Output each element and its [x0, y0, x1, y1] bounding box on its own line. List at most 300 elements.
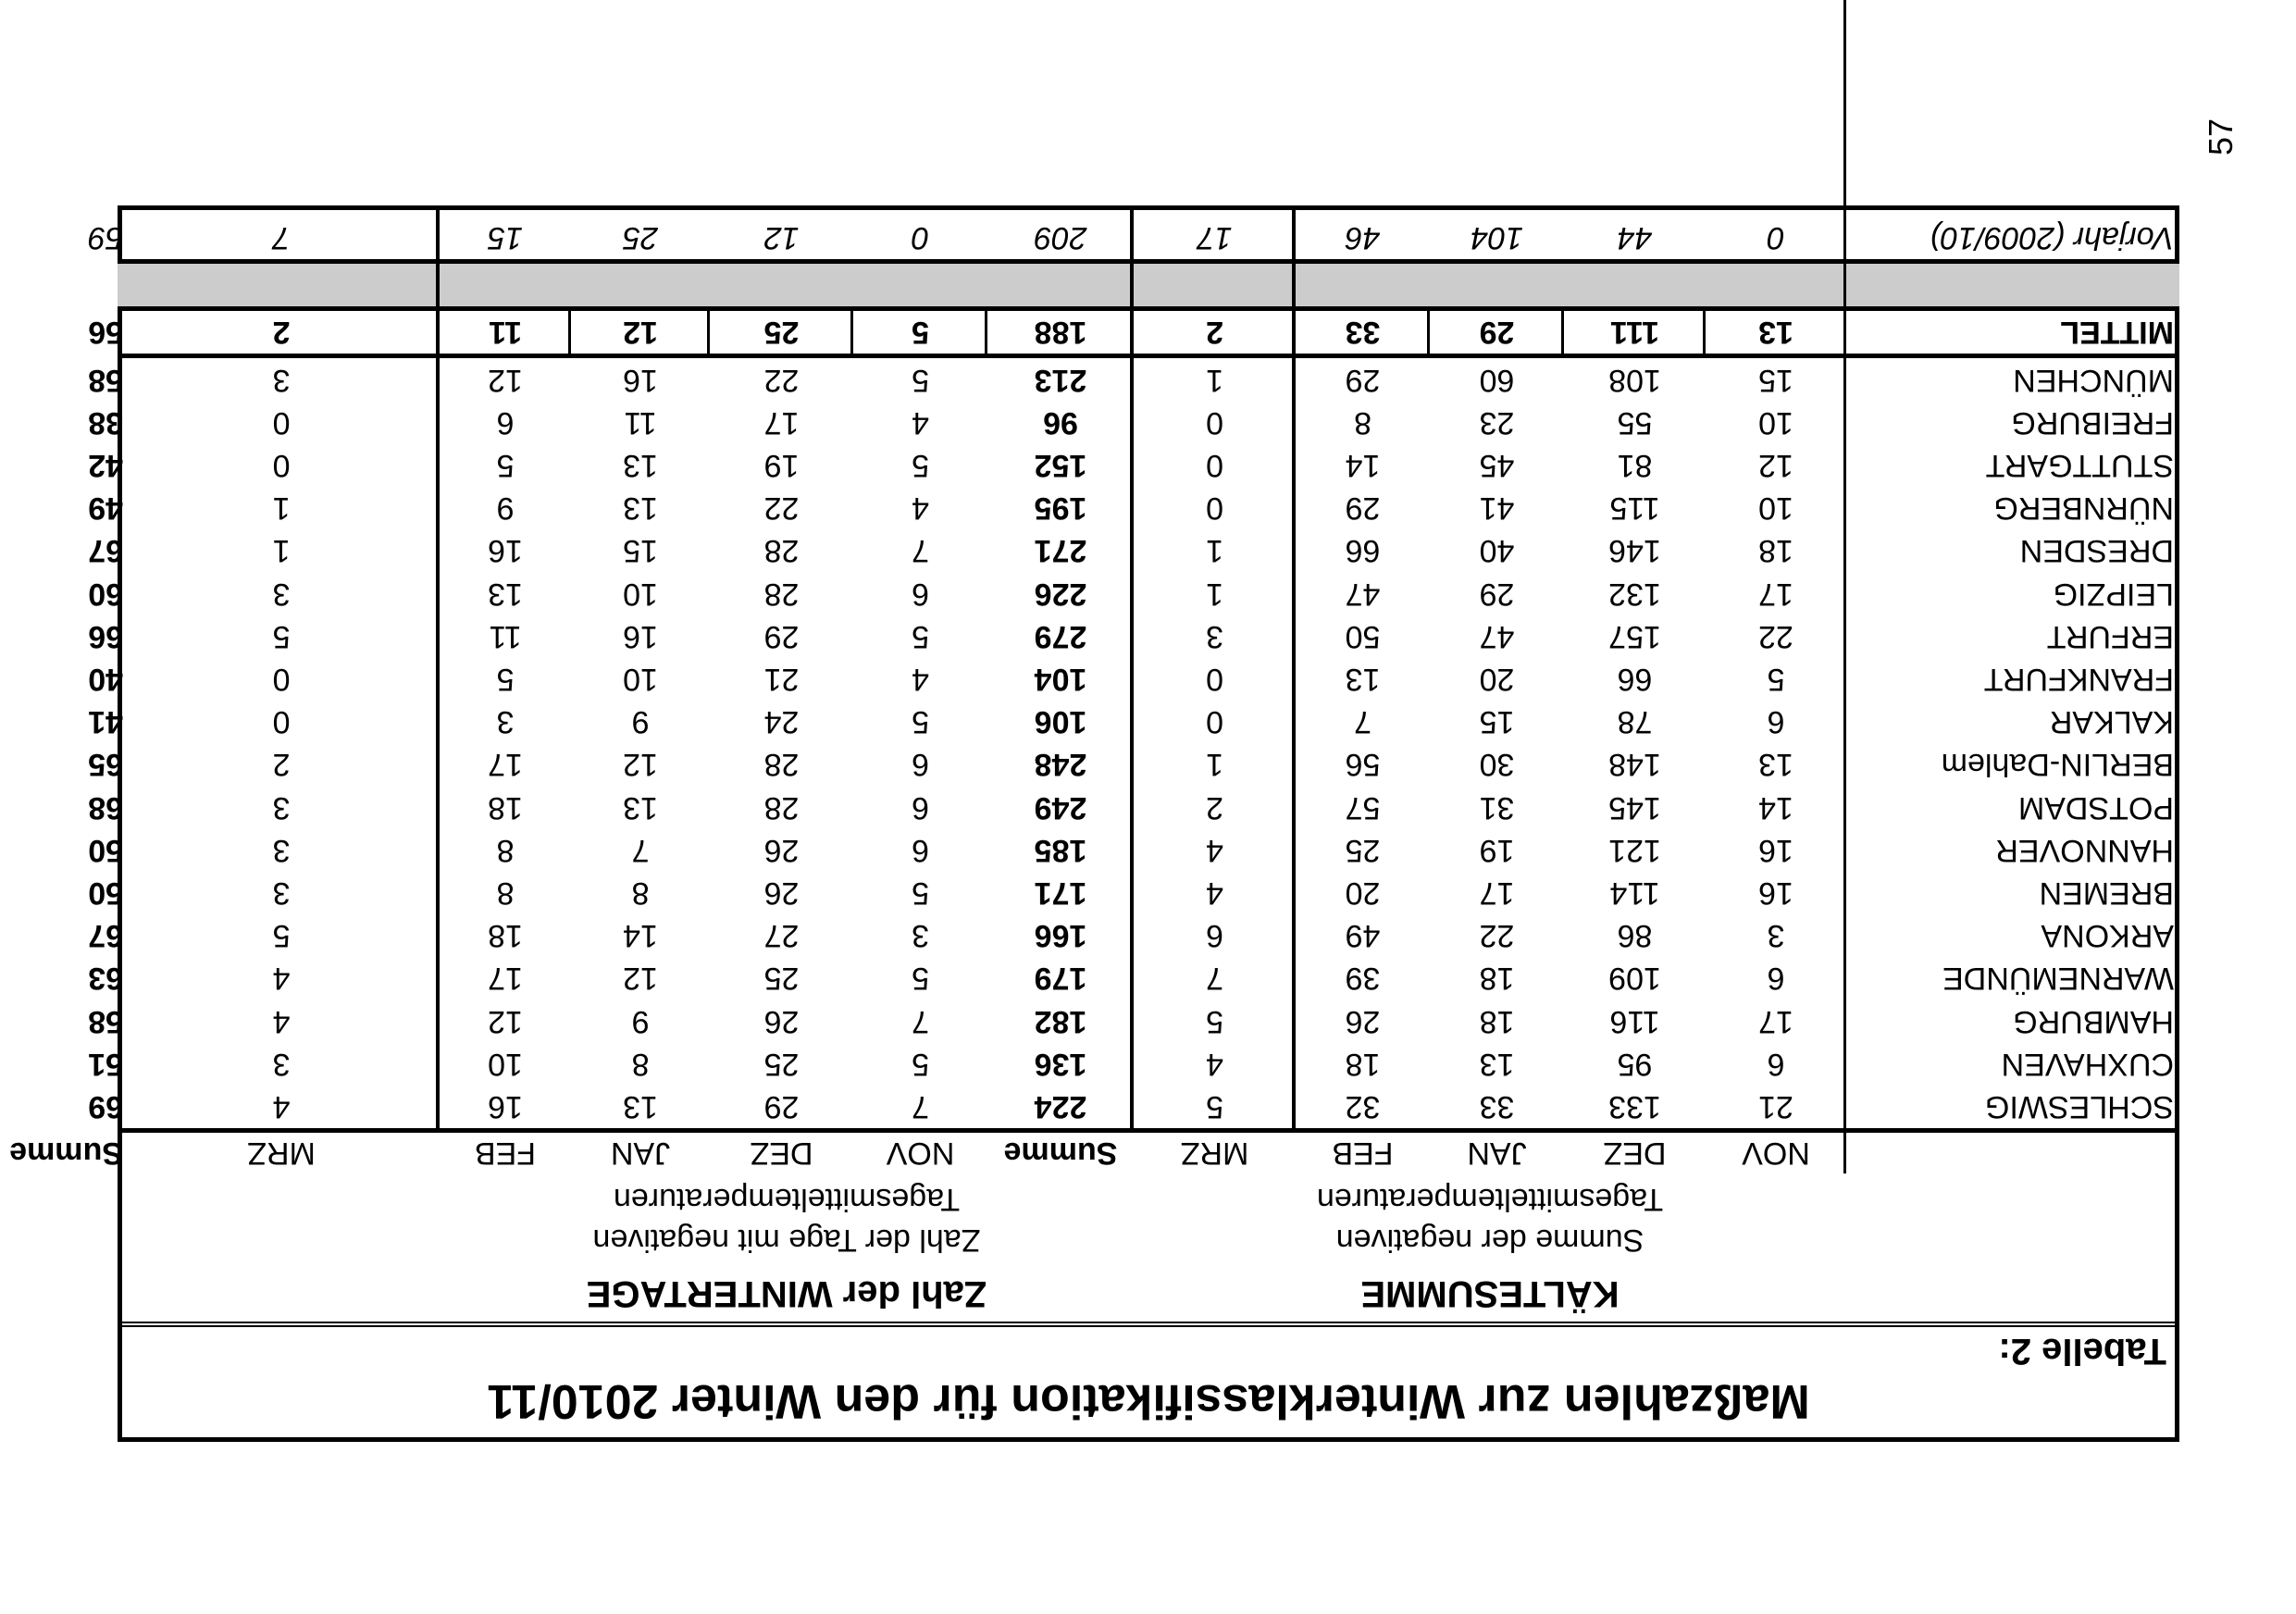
table-row-cell: 12 — [488, 363, 523, 398]
table-row-cell: 5 — [912, 961, 929, 996]
table-row-cell: 17 — [488, 961, 523, 996]
table-row-cell: 22 — [1758, 619, 1793, 654]
table-row-cell: 12 — [488, 1004, 523, 1039]
table-label: Tabelle 2: — [1998, 1331, 2166, 1372]
table-row-cell: 133 — [1608, 1089, 1661, 1124]
table-row-cell: 16 — [1758, 833, 1793, 868]
table-row-cell: 8 — [496, 875, 515, 911]
table-row-cell: 10 — [1758, 490, 1793, 526]
table-row-cell: 96 — [1043, 405, 1078, 441]
table-row-cell: 17 — [1479, 875, 1515, 911]
table-row-cell: 6 — [496, 405, 515, 441]
page-number: 57 — [2202, 118, 2240, 156]
group-title: Zahl der WINTERTAGE — [586, 1273, 987, 1314]
table-row-cell: 60 — [1479, 363, 1515, 398]
mittel-row-cell: 5 — [912, 315, 929, 350]
table-row-cell: 5 — [912, 704, 929, 739]
table-row-cell: 10 — [1758, 405, 1793, 441]
table-row-cell: 66 — [1345, 533, 1381, 568]
table-row-cell: 49 — [1345, 918, 1381, 953]
table-row-cell: 224 — [1034, 1089, 1087, 1124]
table-row-cell: 47 — [1479, 619, 1515, 654]
table-row-cell: 104 — [1034, 662, 1087, 697]
table-row-cell: 26 — [763, 875, 800, 911]
table-row-cell: 41 — [88, 704, 123, 739]
table-row-cell: 13 — [488, 577, 523, 612]
table-row-cell: 30 — [1479, 747, 1515, 782]
table-row-cell: 1 — [272, 490, 291, 526]
table-row-cell: 12 — [1758, 448, 1793, 483]
mittel-row-station: MITTEL — [2060, 315, 2174, 350]
table-row-cell: 4 — [1206, 833, 1223, 868]
table-row-cell: 13 — [623, 448, 658, 483]
table-row-cell: 3 — [272, 875, 291, 911]
table-row-cell: 19 — [763, 448, 800, 483]
vorjahr-row-cell: 12 — [763, 220, 800, 255]
table-row-cell: 17 — [488, 747, 523, 782]
table-row-cell: 7 — [912, 1004, 929, 1039]
table-row-cell: 67 — [88, 918, 123, 953]
table-title: Maßzahlen zur Winterklassifikation für den Winter 2010/11 — [487, 1374, 1810, 1428]
table-row-cell: 5 — [496, 662, 515, 697]
winter-classification-table — [9, 205, 2179, 1442]
table-row-cell: 41 — [1479, 490, 1515, 526]
table-row-cell: 21 — [763, 662, 800, 697]
table-row-cell: 19 — [1479, 833, 1515, 868]
table-row-cell: 6 — [912, 790, 929, 826]
table-row-cell: 13 — [623, 1089, 658, 1124]
table-row-cell: 10 — [623, 662, 658, 697]
table-row-cell: 6 — [1767, 961, 1785, 996]
table-row-cell: 25 — [1345, 833, 1381, 868]
table-row-cell: 7 — [912, 1089, 929, 1124]
table-row-cell: 28 — [763, 533, 800, 568]
table-row-cell: 3 — [912, 918, 929, 953]
table-row-cell: 7 — [1206, 961, 1223, 996]
table-row-cell: 60 — [88, 577, 123, 612]
vorjahr-row-cell: 0 — [912, 220, 929, 255]
table-row-cell: 9 — [631, 1004, 650, 1039]
mittel-row-cell: 29 — [1479, 315, 1515, 350]
table-row-cell: 248 — [1034, 747, 1087, 782]
table-row-cell: 5 — [912, 448, 929, 483]
table-row-cell: 7 — [631, 833, 650, 868]
table-caption — [118, 1322, 2179, 1442]
column-header: JAN — [610, 1136, 671, 1171]
table-row-cell: 40 — [1479, 533, 1515, 568]
table-row-cell: 16 — [1758, 875, 1793, 911]
mittel-cell-rule — [1561, 306, 1564, 358]
table-row-cell: 18 — [1758, 533, 1793, 568]
table-row-cell: 5 — [272, 619, 291, 654]
table-row-cell: 14 — [1758, 790, 1793, 826]
table-row-cell: 146 — [1608, 533, 1661, 568]
table-row-cell: 10 — [623, 577, 658, 612]
table-row-cell: 116 — [1609, 1004, 1660, 1039]
table-row-cell: 18 — [1479, 961, 1515, 996]
table-row-cell: 4 — [912, 662, 929, 697]
table-row-station: ARKONA — [2041, 918, 2174, 953]
table-row-cell: 38 — [88, 405, 123, 441]
table-row-cell: 185 — [1034, 833, 1087, 868]
vorjahr-row-cell: 15 — [488, 220, 523, 255]
table-row-cell: 6 — [1767, 1047, 1785, 1082]
column-header: Summe — [9, 1136, 123, 1171]
table-row-cell: 1 — [1206, 533, 1223, 568]
table-row-cell: 42 — [88, 448, 123, 483]
table-row-cell: 29 — [1345, 490, 1381, 526]
table-row-cell: 24 — [763, 704, 800, 739]
table-row-cell: 66 — [1617, 662, 1653, 697]
table-row-cell: 2 — [272, 747, 291, 782]
table-row-station: WARNEMÜNDE — [1942, 961, 2174, 996]
table-row-cell: 226 — [1034, 577, 1087, 612]
column-header: DEZ — [750, 1136, 813, 1171]
table-row-cell: 13 — [1758, 747, 1793, 782]
table-row-cell: 6 — [1206, 918, 1223, 953]
table-row-cell: 16 — [488, 533, 523, 568]
mittel-row-cell: 11 — [489, 315, 522, 350]
table-row-cell: 26 — [763, 833, 800, 868]
table-row-cell: 15 — [1479, 704, 1515, 739]
group-header-wintertage — [440, 1173, 1134, 1322]
table-row-cell: 8 — [631, 875, 650, 911]
vorjahr-row-cell: 44 — [1617, 220, 1653, 255]
table-row-cell: 95 — [1617, 1047, 1653, 1082]
table-row-station: FRANKFURT — [1983, 662, 2174, 697]
table-row-cell: 63 — [88, 961, 123, 996]
table-row-cell: 26 — [763, 1004, 800, 1039]
table-row-station: POTSDAM — [2017, 790, 2174, 826]
table-row-cell: 86 — [1617, 918, 1653, 953]
column-header: MRZ — [1180, 1136, 1249, 1171]
vorjahr-row-cell: 104 — [1471, 220, 1523, 255]
table-row-cell: 45 — [1479, 448, 1515, 483]
table-row-cell: 5 — [912, 875, 929, 911]
table-row-cell: 17 — [1758, 1004, 1793, 1039]
vorjahr-row-cell: 0 — [1767, 220, 1785, 255]
column-header: MRZ — [247, 1136, 316, 1171]
table-row-cell: 29 — [763, 1089, 800, 1124]
table-row-cell: 148 — [1608, 747, 1661, 782]
table-row-station: DRESDEN — [2019, 533, 2174, 568]
table-row-cell: 3 — [272, 833, 291, 868]
column-header: NOV — [1742, 1136, 1810, 1171]
table-row-cell: 68 — [88, 790, 123, 826]
table-row-cell: 0 — [1206, 448, 1223, 483]
table-row-cell: 49 — [88, 490, 123, 526]
table-row-cell: 29 — [1479, 577, 1515, 612]
mittel-row-cell: 12 — [623, 315, 658, 350]
table-row-cell: 8 — [1354, 405, 1371, 441]
column-header: NOV — [886, 1136, 955, 1171]
table-row-cell: 23 — [1479, 405, 1515, 441]
table-row-cell: 5 — [1206, 1089, 1223, 1124]
table-row-cell: 3 — [272, 577, 291, 612]
table-row-cell: 3 — [272, 790, 291, 826]
table-row-cell: 4 — [272, 1089, 291, 1124]
table-row-cell: 0 — [1206, 662, 1223, 697]
table-row-cell: 15 — [1758, 363, 1793, 398]
vorjahr-row-cell: 46 — [1345, 220, 1381, 255]
table-row-cell: 16 — [623, 363, 658, 398]
table-row-cell: 3 — [272, 363, 291, 398]
table-row-cell: 195 — [1034, 490, 1087, 526]
table-row-cell: 14 — [623, 918, 658, 953]
table-row-cell: 20 — [1345, 875, 1381, 911]
table-row-cell: 1 — [1206, 363, 1223, 398]
table-row-cell: 1 — [272, 533, 291, 568]
mittel-cell-rule — [850, 306, 853, 358]
mittel-row-cell: 25 — [763, 315, 800, 350]
table-row-cell: 157 — [1608, 619, 1661, 654]
table-row-cell: 136 — [1034, 1047, 1087, 1082]
table-row-cell: 15 — [623, 533, 658, 568]
table-row-cell: 18 — [1345, 1047, 1381, 1082]
group-subtitle-line: Tagesmitteltemperaturen — [613, 1182, 961, 1217]
mittel-row-cell: 2 — [1206, 315, 1223, 350]
table-row-cell: 106 — [1034, 704, 1087, 739]
table-row-cell: 6 — [912, 577, 929, 612]
table-row-cell: 1 — [1206, 747, 1223, 782]
table-row-cell: 182 — [1034, 1004, 1087, 1039]
table-row-cell: 22 — [1479, 918, 1515, 953]
table-row-cell: 6 — [912, 747, 929, 782]
table-row-cell: 17 — [763, 405, 800, 441]
table-row-cell: 56 — [1345, 747, 1381, 782]
mittel-row-cell: 13 — [1758, 315, 1793, 350]
table-row-station: SCHLESWIG — [1984, 1089, 2174, 1124]
mittel-cell-rule — [985, 306, 987, 358]
table-row-cell: 3 — [1206, 619, 1223, 654]
mittel-rule-bottom — [118, 306, 2179, 311]
mittel-row-cell: 33 — [1345, 315, 1381, 350]
table-row-cell: 166 — [1034, 918, 1087, 953]
table-row-cell: 0 — [1206, 405, 1223, 441]
column-header: JAN — [1467, 1136, 1527, 1171]
table-row-cell: 13 — [623, 490, 658, 526]
table-row-cell: 22 — [763, 363, 800, 398]
table-row-cell: 4 — [1206, 875, 1223, 911]
table-row-cell: 17 — [1758, 577, 1793, 612]
table-row-cell: 13 — [1479, 1047, 1515, 1082]
table-row-cell: 66 — [88, 619, 123, 654]
table-row-cell: 21 — [1758, 1089, 1793, 1124]
table-row-cell: 58 — [88, 363, 123, 398]
table-row-cell: 6 — [912, 833, 929, 868]
table-row-cell: 1 — [1206, 577, 1223, 612]
table-row-cell: 14 — [1345, 448, 1381, 483]
table-row-cell: 31 — [1479, 790, 1515, 826]
column-header: DEZ — [1603, 1136, 1667, 1171]
table-row-cell: 249 — [1034, 790, 1087, 826]
group-subtitle — [440, 1179, 1134, 1260]
table-row-cell: 28 — [763, 747, 800, 782]
table-row-cell: 65 — [88, 747, 123, 782]
table-row-cell: 50 — [88, 875, 123, 911]
table-row-cell: 55 — [1617, 405, 1653, 441]
table-row-cell: 279 — [1034, 619, 1087, 654]
table-row-cell: 8 — [496, 833, 515, 868]
table-row-cell: 0 — [1206, 490, 1223, 526]
mittel-row-cell: 56 — [88, 315, 123, 350]
table-row-cell: 22 — [763, 490, 800, 526]
table-row-cell: 18 — [488, 918, 523, 953]
table-row-cell: 9 — [631, 704, 650, 739]
table-row-station: STUTTGART — [1985, 448, 2174, 483]
table-row-cell: 115 — [1609, 490, 1660, 526]
table-row-cell: 29 — [763, 619, 800, 654]
mittel-cell-rule — [1427, 306, 1430, 358]
table-row-cell: 13 — [1345, 662, 1381, 697]
table-row-cell: 145 — [1608, 790, 1661, 826]
table-row-cell: 5 — [1206, 1004, 1223, 1039]
table-row-cell: 7 — [912, 533, 929, 568]
table-row-cell: 4 — [912, 490, 929, 526]
table-row-cell: 29 — [1345, 363, 1381, 398]
table-row-cell: 9 — [496, 490, 515, 526]
table-row-station: CUXHAVEN — [2001, 1047, 2174, 1082]
table-row-cell: 33 — [1479, 1089, 1515, 1124]
table-row-cell: 5 — [496, 448, 515, 483]
table-row-station: NÜRNBERG — [1993, 490, 2174, 526]
table-row-cell: 47 — [1345, 577, 1381, 612]
mittel-row-cell: 188 — [1034, 315, 1087, 350]
vorjahr-row-station: Vorjahr (2009/10) — [1930, 220, 2174, 255]
vorjahr-rule — [118, 259, 2179, 264]
mittel-row-cell: 2 — [272, 315, 291, 350]
table-row-cell: 5 — [272, 918, 291, 953]
group-rule-summe-left — [1292, 205, 1296, 1133]
table-row-station: MÜNCHEN — [2013, 363, 2174, 398]
group-title: KÄLTESUMME — [1360, 1273, 1620, 1314]
table-row-cell: 12 — [623, 961, 658, 996]
group-rule-middle — [1130, 205, 1134, 1133]
table-row-cell: 67 — [88, 533, 123, 568]
mittel-rule-top — [118, 354, 2179, 358]
group-header-kaeltesumme — [1134, 1173, 1846, 1322]
table-row-cell: 28 — [763, 790, 800, 826]
table-row-cell: 57 — [1345, 790, 1381, 826]
table-row-cell: 10 — [488, 1047, 523, 1082]
group-subtitle-line: Summe der negativen — [1335, 1223, 1644, 1258]
table-row-cell: 39 — [1345, 961, 1381, 996]
table-row-cell: 50 — [1345, 619, 1381, 654]
table-row-cell: 3 — [1767, 918, 1785, 953]
table-row-cell: 51 — [88, 1047, 123, 1082]
table-row-cell: 7 — [1354, 704, 1371, 739]
table-row-station: FREIBURG — [2011, 405, 2174, 441]
group-rule-summe — [436, 205, 440, 1133]
table-row-cell: 171 — [1034, 875, 1087, 911]
group-subtitle-line: Zahl der Tage mit negativen — [592, 1223, 981, 1258]
table-row-station: HANNOVER — [1995, 833, 2174, 868]
table-row-cell: 5 — [912, 619, 929, 654]
vorjahr-row-cell: 25 — [623, 220, 658, 255]
header-rule — [118, 1128, 2179, 1133]
table-row-cell: 18 — [1479, 1004, 1515, 1039]
table-row-cell: 271 — [1034, 533, 1087, 568]
table-row-cell: 4 — [272, 961, 291, 996]
table-row-cell: 8 — [631, 1047, 650, 1082]
column-header: Summe — [1003, 1136, 1118, 1171]
table-row-cell: 121 — [1608, 833, 1661, 868]
table-row-cell: 213 — [1034, 363, 1087, 398]
table-row-cell: 78 — [1617, 704, 1653, 739]
group-subtitle-line: Tagesmitteltemperaturen — [1316, 1182, 1664, 1217]
table-row-cell: 152 — [1034, 448, 1087, 483]
column-header: FEB — [474, 1136, 537, 1171]
table-row-cell: 5 — [1767, 662, 1785, 697]
table-row-station: HAMBURG — [2013, 1004, 2174, 1039]
mittel-cell-rule — [568, 306, 571, 358]
table-row-cell: 114 — [1609, 875, 1660, 911]
table-row-cell: 4 — [272, 1004, 291, 1039]
table-row-cell: 3 — [272, 1047, 291, 1082]
table-row-cell: 27 — [763, 918, 800, 953]
vorjahr-row-cell: 7 — [272, 220, 291, 255]
table-row-cell: 3 — [496, 704, 515, 739]
column-rule — [1843, 0, 1846, 1173]
table-row-cell: 5 — [912, 363, 929, 398]
table-row-cell: 18 — [488, 790, 523, 826]
table-row-cell: 0 — [272, 662, 291, 697]
vorjahr-row-cell: 17 — [1197, 220, 1233, 255]
table-row-cell: 11 — [624, 405, 657, 441]
table-row-cell: 16 — [623, 619, 658, 654]
table-row-cell: 132 — [1608, 577, 1661, 612]
table-row-cell: 4 — [912, 405, 929, 441]
column-header: FEB — [1332, 1136, 1394, 1171]
table-row-cell: 20 — [1479, 662, 1515, 697]
table-row-cell: 50 — [88, 833, 123, 868]
table-row-cell: 0 — [272, 405, 291, 441]
vorjahr-row-cell: 209 — [1034, 220, 1087, 255]
table-row-cell: 28 — [763, 577, 800, 612]
mittel-cell-rule — [1703, 306, 1706, 358]
spacer-band — [118, 264, 2179, 306]
table-row-station: BERLIN-Dahlem — [1941, 747, 2174, 782]
table-row-cell: 0 — [272, 448, 291, 483]
group-subtitle — [1134, 1179, 1846, 1260]
mittel-row-cell: 111 — [1610, 315, 1659, 350]
table-row-cell: 2 — [1206, 790, 1223, 826]
table-row-station: KALKAR — [2049, 704, 2174, 739]
table-row-station: ERFURT — [2046, 619, 2174, 654]
table-row-cell: 0 — [1206, 704, 1223, 739]
table-row-cell: 179 — [1034, 961, 1087, 996]
table-row-cell: 16 — [488, 1089, 523, 1124]
table-row-cell: 4 — [1206, 1047, 1223, 1082]
table-row-cell: 25 — [763, 1047, 800, 1082]
table-row-cell: 6 — [1767, 704, 1785, 739]
table-row-cell: 0 — [272, 704, 291, 739]
vorjahr-row-cell: 59 — [88, 220, 123, 255]
table-row-station: LEIPZIG — [2053, 577, 2174, 612]
table-row-cell: 109 — [1608, 961, 1661, 996]
table-row-cell: 5 — [912, 1047, 929, 1082]
table-row-cell: 26 — [1345, 1004, 1381, 1039]
table-row-cell: 25 — [763, 961, 800, 996]
table-row-cell: 13 — [623, 790, 658, 826]
mittel-cell-rule — [707, 306, 710, 358]
table-row-cell: 58 — [88, 1004, 123, 1039]
table-row-cell: 11 — [489, 619, 522, 654]
table-row-cell: 40 — [88, 662, 123, 697]
column-header-row — [9, 1133, 2179, 1173]
table-row-cell: 12 — [623, 747, 658, 782]
table-row-cell: 108 — [1608, 363, 1661, 398]
